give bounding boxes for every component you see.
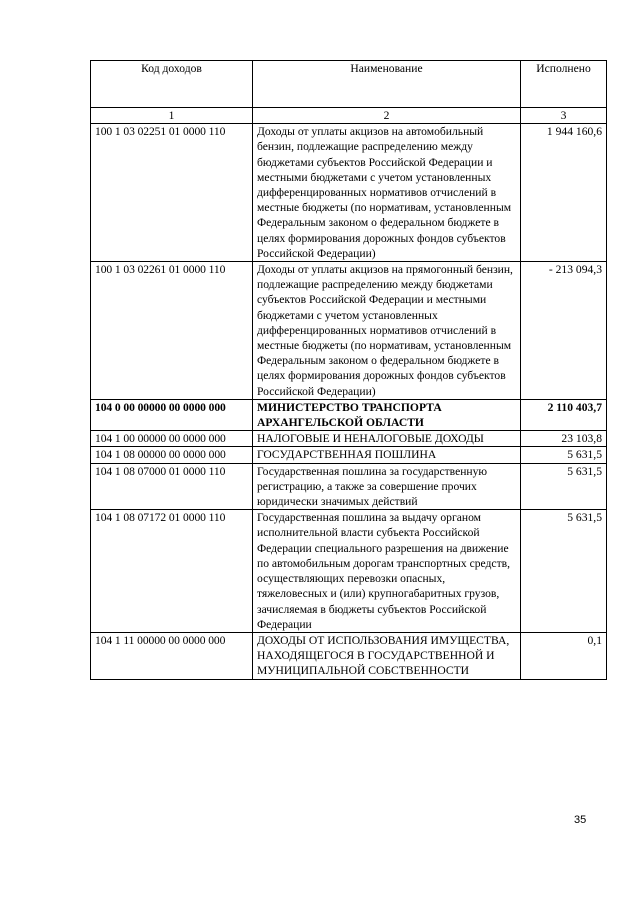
- table-header-row: [91, 61, 607, 108]
- table-row: [91, 510, 607, 633]
- header-name: Наименование: [253, 61, 521, 108]
- row-amount: 5 631,5: [521, 463, 607, 510]
- row-code: 104 1 11 00000 00 0000 000: [91, 632, 253, 679]
- row-amount: - 213 094,3: [521, 262, 607, 400]
- row-code: 100 1 03 02251 01 0000 110: [91, 124, 253, 262]
- row-code: 104 0 00 00000 00 0000 000: [91, 399, 253, 430]
- table-body: [91, 124, 607, 679]
- table-row: [91, 124, 607, 262]
- column-number-row: [91, 108, 607, 124]
- column-number-3: 3: [521, 108, 607, 124]
- row-name: Государственная пошлина за государственную регистрацию, а также за совершение прочих юридически значимых действий: [253, 463, 521, 510]
- row-amount: 1 944 160,6: [521, 124, 607, 262]
- row-name: Доходы от уплаты акцизов на автомобильный бензин, подлежащие распределению между бюджетами субъектов Российской Федерации и местными бюджетами с учетом установленных дифференцированных нормативов отчислений в местные бюджеты (по нормативам, установленным Федеральным законом о федеральном бюджете в целях формирования дорожных фондов субъектов Российской Федерации): [253, 124, 521, 262]
- column-number-1: 1: [91, 108, 253, 124]
- row-amount: 23 103,8: [521, 431, 607, 447]
- row-amount: 2 110 403,7: [521, 399, 607, 430]
- table-row: [91, 262, 607, 400]
- row-code: 104 1 00 00000 00 0000 000: [91, 431, 253, 447]
- row-code: 104 1 08 07172 01 0000 110: [91, 510, 253, 633]
- row-name: Государственная пошлина за выдачу органом исполнительной власти субъекта Российской Федерации специального разрешения на движение по автомобильным дорогам транспортных средств, осуществляющих перевозки опасных, тяжеловесных и (или) крупногабаритных грузов, зачисляемая в бюджеты субъектов Российской Федерации: [253, 510, 521, 633]
- row-name: МИНИСТЕРСТВО ТРАНСПОРТА АРХАНГЕЛЬСКОЙ ОБЛАСТИ: [253, 399, 521, 430]
- row-code: 104 1 08 07000 01 0000 110: [91, 463, 253, 510]
- table-row: [91, 447, 607, 463]
- row-name: ГОСУДАРСТВЕННАЯ ПОШЛИНА: [253, 447, 521, 463]
- revenue-table: [90, 60, 607, 680]
- row-code: 100 1 03 02261 01 0000 110: [91, 262, 253, 400]
- row-name: ДОХОДЫ ОТ ИСПОЛЬЗОВАНИЯ ИМУЩЕСТВА, НАХОДЯЩЕГОСЯ В ГОСУДАРСТВЕННОЙ И МУНИЦИПАЛЬНОЙ СОБСТВЕННОСТИ: [253, 632, 521, 679]
- page-number: 35: [574, 814, 587, 826]
- row-code: 104 1 08 00000 00 0000 000: [91, 447, 253, 463]
- table-row: [91, 431, 607, 447]
- header-code: Код доходов: [91, 61, 253, 108]
- row-name: Доходы от уплаты акцизов на прямогонный бензин, подлежащие распределению между бюджетами субъектов Российской Федерации и местными бюджетами с учетом установленных дифференцированных нормативов отчислений в местные бюджеты (по нормативам, установленным Федеральным законом о федеральном бюджете в целях формирования дорожных фондов субъектов Российской Федерации): [253, 262, 521, 400]
- column-number-2: 2: [253, 108, 521, 124]
- row-name: НАЛОГОВЫЕ И НЕНАЛОГОВЫЕ ДОХОДЫ: [253, 431, 521, 447]
- table-row: [91, 632, 607, 679]
- table-row: [91, 399, 607, 430]
- row-amount: 5 631,5: [521, 510, 607, 633]
- row-amount: 0,1: [521, 632, 607, 679]
- table-row: [91, 463, 607, 510]
- header-amount: Исполнено: [521, 61, 607, 108]
- row-amount: 5 631,5: [521, 447, 607, 463]
